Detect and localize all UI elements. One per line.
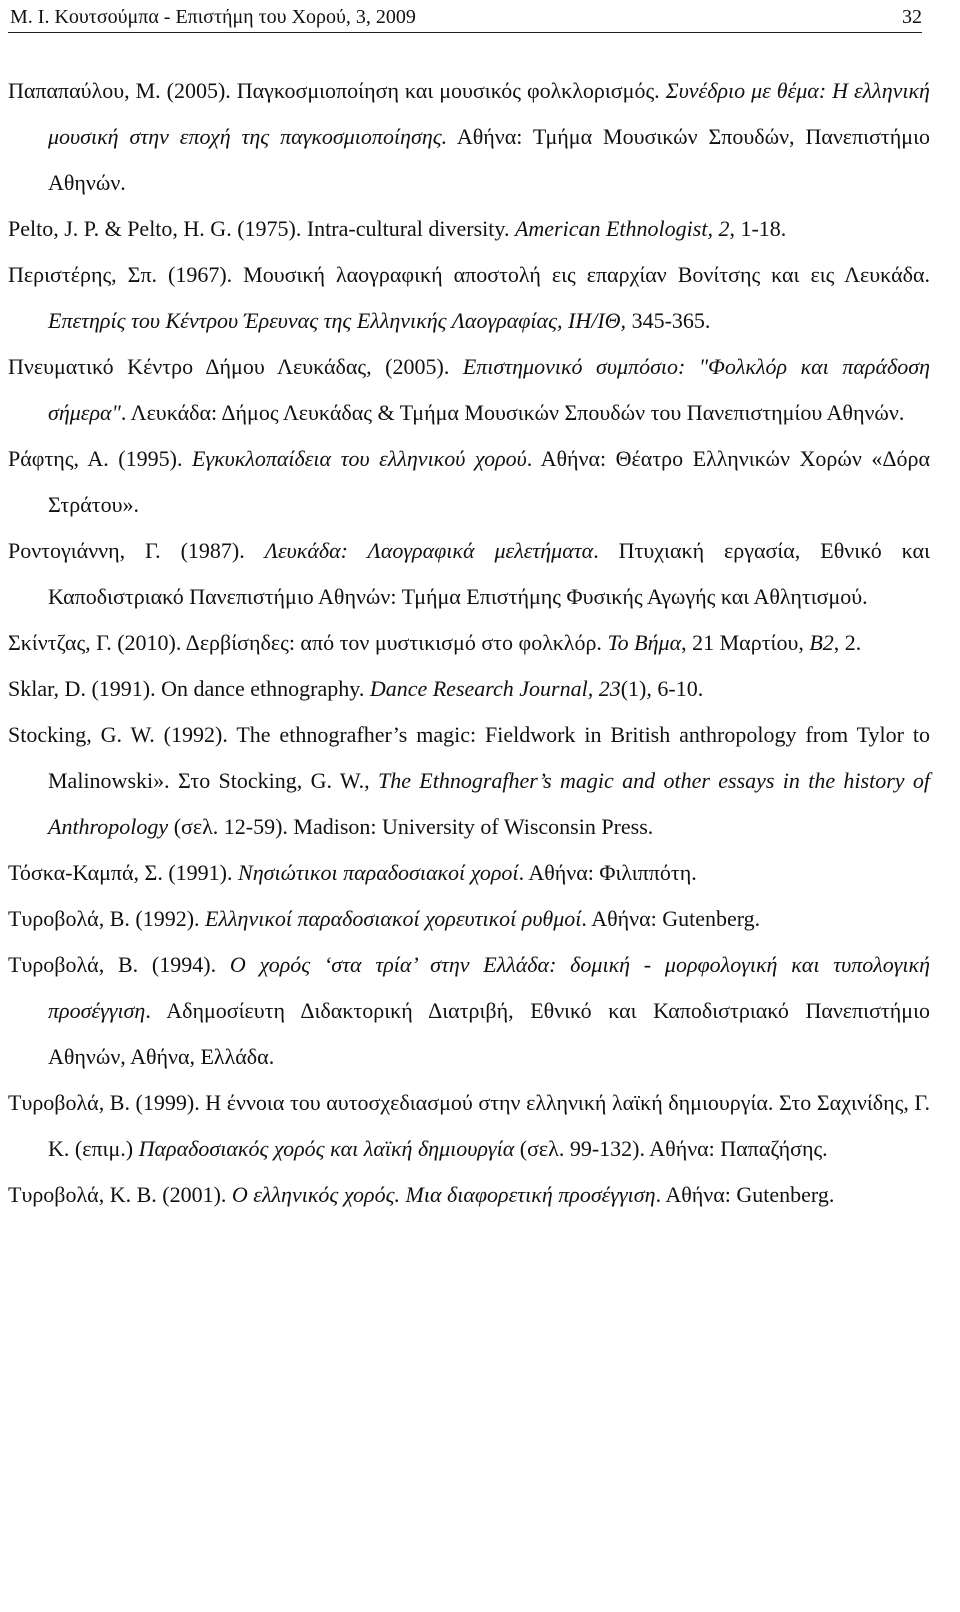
- reference-text: Αθήνα: Τμήμα Μουσικών Σπουδών, Πανεπιστήμιο Αθηνών.: [48, 124, 930, 195]
- reference-text: . Αθήνα: Φιλιππότη.: [518, 860, 697, 885]
- reference-text: Περιστέρης, Σπ. (1967). Μουσική λαογραφική αποστολή εις επαρχίαν Βονίτσης και εις Λευκάδα.: [8, 262, 930, 287]
- reference-text: Τυροβολά, Β. (1994).: [8, 952, 230, 977]
- reference-title-italic: Ελληνικοί παραδοσιακοί χορευτικοί ρυθμοί: [205, 906, 582, 931]
- reference-title-italic: Επετηρίς του Κέντρου Έρευνας της Ελληνικής Λαογραφίας, ΙΗ/ΙΘ,: [48, 308, 627, 333]
- reference-text: . Αθήνα: Θέατρο Ελληνικών Χορών «Δόρα Στράτου».: [48, 446, 931, 517]
- running-header: [8, 2, 922, 33]
- reference-entry: [8, 896, 930, 942]
- reference-text: Ροντογιάννη, Γ. (1987).: [8, 538, 265, 563]
- reference-entry: [8, 1080, 930, 1172]
- reference-text: Τυροβολά, Β. (1992).: [8, 906, 206, 931]
- reference-entry: [8, 850, 930, 896]
- reference-text: (σελ. 12-59). Madison: University of Wisconsin Press.: [168, 814, 654, 839]
- reference-text: . Αθήνα: Gutenberg.: [581, 906, 761, 931]
- reference-text: Παπαπαύλου, Μ. (2005). Παγκοσμιοποίηση και μουσικός φολκλορισμός.: [8, 78, 666, 103]
- reference-entry: [8, 68, 930, 206]
- reference-title-italic: Παραδοσιακός χορός και λαϊκή δημιουργία: [138, 1136, 515, 1161]
- reference-title-italic: American Ethnologist, 2: [514, 216, 730, 241]
- reference-title-italic: Ο ελληνικός χορός. Μια διαφορετική προσέγγιση: [231, 1182, 656, 1207]
- reference-text: Τυροβολά, Κ. Β. (2001).: [8, 1182, 232, 1207]
- reference-title-italic: Ο χορός ‘στα τρία’ στην Ελλάδα: δομική - μορφολογική και τυπολογική προσέγγιση: [48, 952, 930, 1023]
- reference-title-italic: Dance Research Journal, 23: [369, 676, 621, 701]
- reference-text: Ράφτης, Α. (1995).: [8, 446, 192, 471]
- reference-text: . Αδημοσίευτη Διδακτορική Διατριβή, Εθνικό και Καποδιστριακό Πανεπιστήμιο Αθηνών, Αθήνα, Ελλάδα.: [48, 998, 930, 1069]
- reference-text: Sklar, D. (1991). On dance ethnography.: [8, 676, 370, 701]
- reference-text: . Λευκάδα: Δήμος Λευκάδας & Τμήμα Μουσικών Σπουδών του Πανεπιστημίου Αθηνών.: [120, 400, 905, 425]
- journal-citation: Μ. Ι. Κουτσούμπα - Επιστήμη του Χορού, 3, 2009: [10, 6, 416, 28]
- reference-title-italic: B2: [809, 630, 834, 655]
- reference-entry: [8, 528, 930, 620]
- reference-entry: [8, 620, 930, 666]
- reference-text: , 21 Μαρτίου,: [681, 630, 810, 655]
- reference-text: Τόσκα-Καμπά, Σ. (1991).: [8, 860, 239, 885]
- reference-title-italic: Εγκυκλοπαίδεια του ελληνικού χορού: [192, 446, 527, 471]
- reference-title-italic: The Ethnografher’s magic and other essays in the history of Anthropology: [48, 768, 930, 839]
- reference-entry: [8, 252, 930, 344]
- reference-title-italic: Λευκάδα: Λαογραφικά μελετήματα: [264, 538, 594, 563]
- reference-text: Pelto, J. P. & Pelto, H. G. (1975). Intra-cultural diversity.: [8, 216, 515, 241]
- reference-text: 345-365.: [626, 308, 711, 333]
- reference-title-italic: Συνέδριο με θέμα: Η ελληνική μουσική στην εποχή της παγκοσμιοποίησης.: [48, 78, 930, 149]
- reference-text: , 2.: [833, 630, 862, 655]
- reference-text: Stocking, G. W. (1992). The ethnografher’s magic: Fieldwork in British anthropology from Tylor to Malinowski». Στο Stocking, G. W.,: [8, 722, 930, 793]
- reference-text: (σελ. 99-132). Αθήνα: Παπαζήσης.: [514, 1136, 828, 1161]
- reference-entry: [8, 942, 930, 1080]
- reference-entry: [8, 712, 930, 850]
- reference-list: [8, 68, 930, 1218]
- reference-entry: [8, 436, 930, 528]
- reference-entry: [8, 206, 930, 252]
- reference-text: . Αθήνα: Gutenberg.: [655, 1182, 835, 1207]
- reference-entry: [8, 344, 930, 436]
- reference-text: . Πτυχιακή εργασία, Εθνικό και Καποδιστριακό Πανεπιστήμιο Αθηνών: Τμήμα Επιστήμης Φυσικής Αγωγής και Αθλητισμού.: [48, 538, 931, 609]
- reference-text: Σκίντζας, Γ. (2010). Δερβίσηδες: από τον μυστικισμό στο φολκλόρ.: [8, 630, 608, 655]
- reference-text: Πνευματικό Κέντρο Δήμου Λευκάδας, (2005).: [8, 354, 463, 379]
- reference-title-italic: Επιστημονικό συμπόσιο: "Φολκλόρ και παράδοση σήμερα": [48, 354, 930, 425]
- page-number: 32: [902, 6, 922, 28]
- reference-text: Τυροβολά, Β. (1999). Η έννοια του αυτοσχεδιασμού στην ελληνική λαϊκή δημιουργία. Στο Σαχινίδης, Γ. Κ. (επιμ.): [8, 1090, 930, 1161]
- reference-entry: [8, 1172, 930, 1218]
- reference-text: , 1-18.: [729, 216, 787, 241]
- reference-entry: [8, 666, 930, 712]
- reference-text: (1), 6-10.: [620, 676, 704, 701]
- reference-title-italic: Το Βήμα: [607, 630, 682, 655]
- reference-title-italic: Νησιώτικοι παραδοσιακοί χοροί: [238, 860, 519, 885]
